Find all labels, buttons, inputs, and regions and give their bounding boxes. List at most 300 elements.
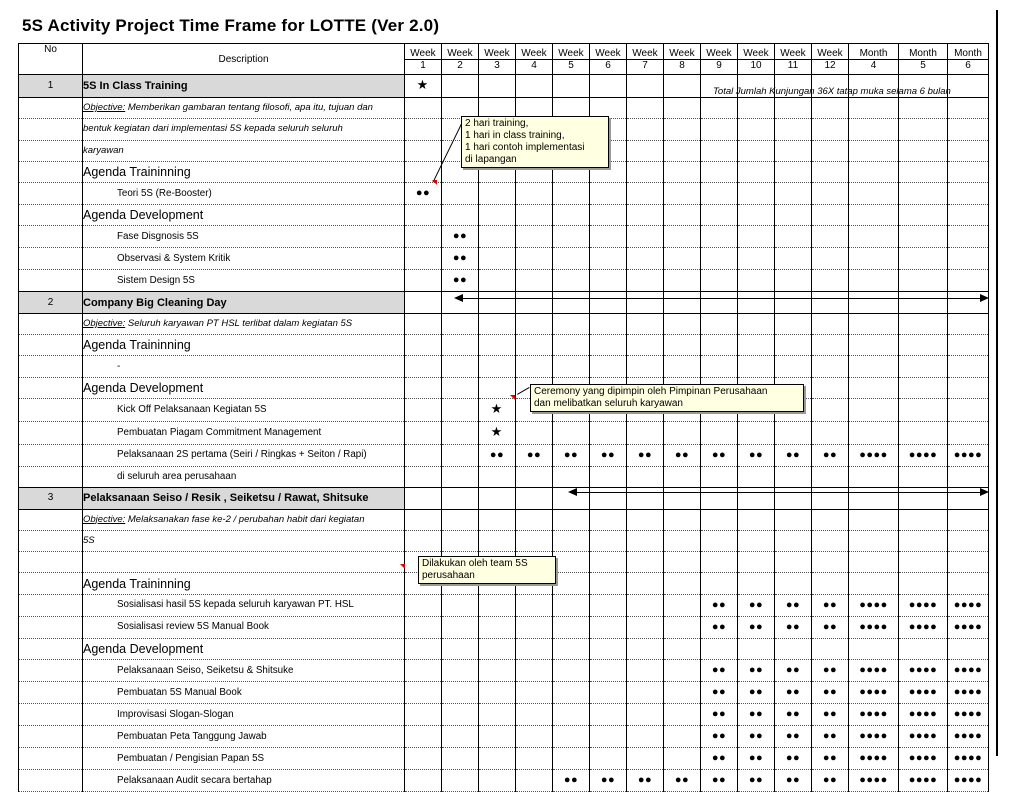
cell-period[interactable]	[775, 660, 812, 682]
cell-description[interactable]: Agenda Traininning	[83, 161, 405, 182]
cell-description[interactable]	[83, 509, 405, 530]
cell-period[interactable]	[405, 594, 442, 616]
cell-period[interactable]	[948, 98, 989, 119]
cell-period[interactable]	[701, 726, 738, 748]
cell-period[interactable]	[553, 292, 590, 313]
cell-period[interactable]	[627, 530, 664, 551]
cell-period[interactable]	[405, 421, 442, 444]
cell-period[interactable]	[553, 638, 590, 659]
cell-period[interactable]	[405, 530, 442, 551]
cell-period[interactable]	[405, 205, 442, 226]
cell-period[interactable]	[738, 140, 775, 161]
cell-period[interactable]	[627, 573, 664, 594]
cell-period[interactable]	[664, 573, 701, 594]
cell-period[interactable]	[590, 313, 627, 334]
cell-period[interactable]	[849, 335, 899, 356]
cell-period[interactable]	[775, 704, 812, 726]
cell-period[interactable]	[899, 682, 948, 704]
cell-period[interactable]	[627, 140, 664, 161]
cell-period[interactable]	[553, 660, 590, 682]
cell-period[interactable]	[775, 248, 812, 270]
cell-description[interactable]: Kick Off Pelaksanaan Kegiatan 5S	[83, 398, 405, 421]
col-header-description[interactable]: Description	[83, 44, 405, 75]
cell-period[interactable]	[590, 248, 627, 270]
cell-period[interactable]	[849, 119, 899, 140]
cell-period[interactable]	[775, 98, 812, 119]
cell-no[interactable]: 1	[19, 75, 83, 98]
cell-period[interactable]	[738, 205, 775, 226]
cell-description[interactable]: Pembuatan 5S Manual Book	[83, 682, 405, 704]
cell-period[interactable]	[775, 552, 812, 573]
cell-period[interactable]	[479, 638, 516, 659]
cell-period[interactable]	[664, 335, 701, 356]
cell-period[interactable]	[405, 377, 442, 398]
cell-no[interactable]	[19, 140, 83, 161]
cell-period[interactable]	[948, 119, 989, 140]
cell-period[interactable]	[664, 488, 701, 509]
cell-description[interactable]: Pelaksanaan 2S pertama (Seiri / Ringkas + Seiton / Rapi)	[83, 444, 405, 466]
cell-period[interactable]	[553, 594, 590, 616]
cell-period[interactable]	[948, 248, 989, 270]
cell-no[interactable]	[19, 398, 83, 421]
cell-period[interactable]	[405, 726, 442, 748]
cell-period[interactable]	[590, 335, 627, 356]
cell-period[interactable]	[701, 748, 738, 770]
cell-period[interactable]	[948, 335, 989, 356]
cell-period[interactable]	[553, 205, 590, 226]
cell-period[interactable]	[775, 183, 812, 205]
cell-period[interactable]	[738, 270, 775, 292]
cell-period[interactable]	[664, 140, 701, 161]
cell-period[interactable]	[899, 444, 948, 466]
cell-period[interactable]	[479, 509, 516, 530]
cell-period[interactable]	[516, 770, 553, 792]
cell-period[interactable]	[849, 98, 899, 119]
cell-period[interactable]	[812, 313, 849, 334]
cell-description[interactable]: Pembuatan / Pengisian Papan 5S	[83, 748, 405, 770]
cell-period[interactable]	[664, 161, 701, 182]
cell-period[interactable]	[948, 356, 989, 377]
cell-period[interactable]	[849, 704, 899, 726]
cell-period[interactable]	[664, 313, 701, 334]
cell-period[interactable]	[479, 444, 516, 466]
cell-period[interactable]	[516, 488, 553, 509]
cell-period[interactable]	[516, 270, 553, 292]
cell-period[interactable]	[849, 421, 899, 444]
cell-period[interactable]	[899, 313, 948, 334]
col-header-period[interactable]	[948, 44, 989, 75]
cell-period[interactable]	[627, 421, 664, 444]
cell-period[interactable]	[590, 205, 627, 226]
cell-period[interactable]	[516, 226, 553, 248]
cell-period[interactable]	[405, 488, 442, 509]
cell-period[interactable]	[664, 205, 701, 226]
cell-period[interactable]	[849, 488, 899, 509]
cell-period[interactable]	[553, 335, 590, 356]
cell-period[interactable]	[442, 638, 479, 659]
cell-no[interactable]	[19, 509, 83, 530]
col-header-period[interactable]	[738, 44, 775, 75]
cell-period[interactable]	[701, 616, 738, 638]
cell-period[interactable]	[738, 660, 775, 682]
cell-no[interactable]	[19, 616, 83, 638]
cell-period[interactable]	[738, 183, 775, 205]
cell-period[interactable]	[664, 75, 701, 98]
cell-period[interactable]	[812, 270, 849, 292]
cell-period[interactable]	[516, 335, 553, 356]
cell-period[interactable]	[812, 161, 849, 182]
cell-period[interactable]	[812, 248, 849, 270]
cell-period[interactable]	[701, 313, 738, 334]
cell-no[interactable]	[19, 356, 83, 377]
cell-period[interactable]	[948, 726, 989, 748]
cell-period[interactable]	[590, 421, 627, 444]
cell-period[interactable]	[775, 726, 812, 748]
cell-period[interactable]	[701, 530, 738, 551]
cell-description[interactable]: bentuk kegiatan dari implementasi 5S kepada seluruh seluruh	[83, 119, 405, 140]
cell-period[interactable]	[442, 421, 479, 444]
cell-period[interactable]	[775, 119, 812, 140]
cell-period[interactable]	[899, 226, 948, 248]
cell-period[interactable]	[738, 616, 775, 638]
cell-period[interactable]	[775, 335, 812, 356]
cell-period[interactable]	[553, 270, 590, 292]
cell-period[interactable]	[664, 682, 701, 704]
cell-period[interactable]	[664, 98, 701, 119]
cell-period[interactable]	[627, 488, 664, 509]
cell-period[interactable]	[812, 552, 849, 573]
cell-no[interactable]	[19, 226, 83, 248]
cell-period[interactable]	[516, 594, 553, 616]
cell-period[interactable]	[479, 292, 516, 313]
cell-period[interactable]	[948, 226, 989, 248]
cell-period[interactable]	[627, 552, 664, 573]
cell-period[interactable]	[701, 248, 738, 270]
cell-period[interactable]	[812, 573, 849, 594]
cell-description[interactable]: Pelaksanaan Audit secara bertahap	[83, 770, 405, 792]
cell-period[interactable]	[948, 377, 989, 398]
cell-period[interactable]	[553, 704, 590, 726]
cell-period[interactable]	[442, 488, 479, 509]
cell-period[interactable]	[516, 530, 553, 551]
cell-period[interactable]	[479, 704, 516, 726]
cell-period[interactable]	[442, 444, 479, 466]
cell-period[interactable]	[812, 205, 849, 226]
cell-period[interactable]	[590, 748, 627, 770]
cell-period[interactable]	[812, 726, 849, 748]
cell-no[interactable]	[19, 313, 83, 334]
cell-period[interactable]	[775, 356, 812, 377]
cell-period[interactable]	[775, 616, 812, 638]
cell-period[interactable]	[590, 466, 627, 487]
cell-period[interactable]	[812, 748, 849, 770]
cell-description[interactable]	[83, 552, 405, 573]
cell-period[interactable]	[627, 444, 664, 466]
cell-period[interactable]	[442, 466, 479, 487]
cell-period[interactable]	[849, 444, 899, 466]
cell-period[interactable]	[405, 770, 442, 792]
cell-period[interactable]	[479, 226, 516, 248]
cell-period[interactable]	[442, 726, 479, 748]
cell-period[interactable]	[664, 444, 701, 466]
cell-period[interactable]	[775, 509, 812, 530]
cell-period[interactable]	[627, 704, 664, 726]
cell-period[interactable]	[775, 770, 812, 792]
cell-period[interactable]	[849, 248, 899, 270]
cell-period[interactable]	[849, 509, 899, 530]
cell-description[interactable]: Pelaksanaan Seiso, Seiketsu & Shitsuke	[83, 660, 405, 682]
cell-period[interactable]	[664, 292, 701, 313]
cell-description[interactable]: Fase Disgnosis 5S	[83, 226, 405, 248]
cell-period[interactable]	[948, 421, 989, 444]
cell-period[interactable]	[775, 292, 812, 313]
cell-period[interactable]	[899, 748, 948, 770]
cell-period[interactable]	[701, 292, 738, 313]
cell-period[interactable]	[664, 638, 701, 659]
cell-description[interactable]: Agenda Traininning	[83, 335, 405, 356]
cell-description[interactable]	[83, 313, 405, 334]
cell-period[interactable]	[899, 377, 948, 398]
cell-period[interactable]	[590, 75, 627, 98]
cell-period[interactable]	[849, 377, 899, 398]
cell-period[interactable]	[701, 444, 738, 466]
cell-period[interactable]	[812, 140, 849, 161]
cell-period[interactable]	[948, 444, 989, 466]
col-header-no[interactable]: No	[19, 44, 83, 75]
cell-no[interactable]	[19, 335, 83, 356]
cell-period[interactable]	[701, 704, 738, 726]
cell-period[interactable]	[849, 466, 899, 487]
cell-period[interactable]	[775, 466, 812, 487]
cell-period[interactable]	[948, 638, 989, 659]
cell-period[interactable]	[948, 552, 989, 573]
cell-period[interactable]	[590, 530, 627, 551]
cell-period[interactable]	[899, 161, 948, 182]
cell-period[interactable]	[442, 356, 479, 377]
cell-period[interactable]	[553, 573, 590, 594]
cell-period[interactable]	[948, 704, 989, 726]
cell-period[interactable]	[849, 356, 899, 377]
cell-period[interactable]	[627, 248, 664, 270]
cell-period[interactable]	[701, 682, 738, 704]
cell-period[interactable]	[812, 183, 849, 205]
cell-period[interactable]	[701, 421, 738, 444]
cell-period[interactable]	[738, 594, 775, 616]
cell-period[interactable]	[738, 248, 775, 270]
cell-no[interactable]	[19, 660, 83, 682]
cell-period[interactable]	[701, 552, 738, 573]
cell-description[interactable]: Agenda Development	[83, 638, 405, 659]
cell-no[interactable]	[19, 638, 83, 659]
cell-period[interactable]	[590, 488, 627, 509]
cell-period[interactable]	[627, 356, 664, 377]
cell-no[interactable]	[19, 573, 83, 594]
cell-period[interactable]	[627, 638, 664, 659]
cell-period[interactable]	[627, 205, 664, 226]
cell-period[interactable]	[405, 704, 442, 726]
cell-period[interactable]	[442, 682, 479, 704]
cell-period[interactable]	[479, 75, 516, 98]
cell-period[interactable]	[627, 292, 664, 313]
cell-period[interactable]	[775, 594, 812, 616]
cell-period[interactable]	[849, 183, 899, 205]
cell-period[interactable]	[812, 356, 849, 377]
cell-period[interactable]	[442, 594, 479, 616]
cell-period[interactable]	[590, 682, 627, 704]
cell-period[interactable]	[664, 421, 701, 444]
cell-period[interactable]	[899, 638, 948, 659]
cell-period[interactable]	[405, 466, 442, 487]
cell-period[interactable]	[664, 226, 701, 248]
cell-period[interactable]	[948, 398, 989, 421]
cell-period[interactable]	[553, 748, 590, 770]
cell-period[interactable]	[775, 573, 812, 594]
cell-period[interactable]	[664, 270, 701, 292]
cell-period[interactable]	[738, 226, 775, 248]
cell-period[interactable]	[442, 226, 479, 248]
cell-period[interactable]	[812, 682, 849, 704]
cell-period[interactable]	[405, 660, 442, 682]
cell-period[interactable]	[701, 270, 738, 292]
cell-period[interactable]	[590, 704, 627, 726]
col-header-period[interactable]	[849, 44, 899, 75]
cell-period[interactable]	[553, 248, 590, 270]
cell-no[interactable]	[19, 183, 83, 205]
cell-description[interactable]: di seluruh area perusahaan	[83, 466, 405, 487]
cell-period[interactable]	[775, 421, 812, 444]
cell-period[interactable]	[812, 119, 849, 140]
cell-no[interactable]	[19, 377, 83, 398]
cell-period[interactable]	[701, 770, 738, 792]
cell-description[interactable]: Teori 5S (Re-Booster)	[83, 183, 405, 205]
col-header-period[interactable]	[775, 44, 812, 75]
col-header-period[interactable]	[590, 44, 627, 75]
cell-period[interactable]	[812, 398, 849, 421]
cell-period[interactable]	[738, 530, 775, 551]
cell-period[interactable]	[738, 292, 775, 313]
cell-period[interactable]	[479, 421, 516, 444]
comment-callout-ceremony[interactable]	[530, 384, 804, 412]
cell-period[interactable]	[627, 770, 664, 792]
cell-period[interactable]	[516, 748, 553, 770]
cell-no[interactable]	[19, 530, 83, 551]
cell-period[interactable]	[701, 205, 738, 226]
cell-period[interactable]	[849, 530, 899, 551]
cell-no[interactable]: 2	[19, 292, 83, 313]
cell-period[interactable]	[701, 226, 738, 248]
cell-period[interactable]	[812, 770, 849, 792]
cell-period[interactable]	[812, 98, 849, 119]
cell-period[interactable]	[738, 509, 775, 530]
cell-period[interactable]	[849, 638, 899, 659]
cell-period[interactable]	[590, 726, 627, 748]
col-header-period[interactable]	[405, 44, 442, 75]
cell-period[interactable]	[849, 140, 899, 161]
cell-period[interactable]	[701, 356, 738, 377]
cell-period[interactable]	[899, 356, 948, 377]
cell-period[interactable]	[849, 205, 899, 226]
cell-period[interactable]	[516, 313, 553, 334]
cell-no[interactable]: 3	[19, 488, 83, 509]
cell-period[interactable]	[812, 377, 849, 398]
cell-period[interactable]	[664, 183, 701, 205]
cell-period[interactable]	[627, 748, 664, 770]
cell-period[interactable]	[405, 98, 442, 119]
cell-period[interactable]	[627, 183, 664, 205]
cell-description[interactable]: Pembuatan Piagam Commitment Management	[83, 421, 405, 444]
cell-period[interactable]	[442, 748, 479, 770]
cell-period[interactable]	[948, 75, 989, 98]
cell-period[interactable]	[516, 356, 553, 377]
cell-period[interactable]	[738, 682, 775, 704]
cell-period[interactable]	[516, 248, 553, 270]
cell-period[interactable]	[442, 205, 479, 226]
cell-period[interactable]	[849, 594, 899, 616]
cell-period[interactable]	[664, 726, 701, 748]
cell-period[interactable]	[479, 682, 516, 704]
cell-period[interactable]	[775, 488, 812, 509]
cell-period[interactable]	[442, 398, 479, 421]
cell-no[interactable]	[19, 552, 83, 573]
cell-period[interactable]	[516, 726, 553, 748]
cell-period[interactable]	[701, 183, 738, 205]
cell-period[interactable]	[899, 292, 948, 313]
cell-period[interactable]	[516, 660, 553, 682]
cell-period[interactable]	[701, 509, 738, 530]
cell-period[interactable]	[948, 616, 989, 638]
cell-period[interactable]	[627, 161, 664, 182]
cell-no[interactable]	[19, 161, 83, 182]
cell-period[interactable]	[812, 660, 849, 682]
cell-period[interactable]	[899, 488, 948, 509]
cell-period[interactable]	[738, 770, 775, 792]
cell-period[interactable]	[442, 335, 479, 356]
cell-period[interactable]	[664, 616, 701, 638]
cell-period[interactable]	[479, 488, 516, 509]
cell-no[interactable]	[19, 594, 83, 616]
cell-period[interactable]	[553, 552, 590, 573]
cell-period[interactable]	[775, 140, 812, 161]
cell-period[interactable]	[948, 509, 989, 530]
cell-period[interactable]	[899, 770, 948, 792]
cell-no[interactable]	[19, 270, 83, 292]
cell-period[interactable]	[442, 660, 479, 682]
cell-period[interactable]	[701, 119, 738, 140]
cell-description[interactable]: Agenda Traininning	[83, 573, 405, 594]
cell-period[interactable]	[775, 638, 812, 659]
cell-period[interactable]	[701, 335, 738, 356]
cell-period[interactable]	[590, 292, 627, 313]
cell-period[interactable]	[405, 313, 442, 334]
cell-period[interactable]	[553, 226, 590, 248]
cell-period[interactable]	[899, 421, 948, 444]
cell-period[interactable]	[775, 682, 812, 704]
cell-period[interactable]	[405, 682, 442, 704]
cell-period[interactable]	[590, 660, 627, 682]
cell-period[interactable]	[948, 313, 989, 334]
cell-description[interactable]: Sosialisasi hasil 5S kepada seluruh karyawan PT. HSL	[83, 594, 405, 616]
cell-period[interactable]	[948, 660, 989, 682]
cell-period[interactable]	[738, 466, 775, 487]
cell-period[interactable]	[701, 466, 738, 487]
cell-no[interactable]	[19, 248, 83, 270]
cell-period[interactable]	[627, 682, 664, 704]
cell-period[interactable]	[664, 660, 701, 682]
cell-period[interactable]	[479, 466, 516, 487]
cell-period[interactable]	[590, 573, 627, 594]
cell-period[interactable]	[899, 140, 948, 161]
cell-period[interactable]	[516, 421, 553, 444]
